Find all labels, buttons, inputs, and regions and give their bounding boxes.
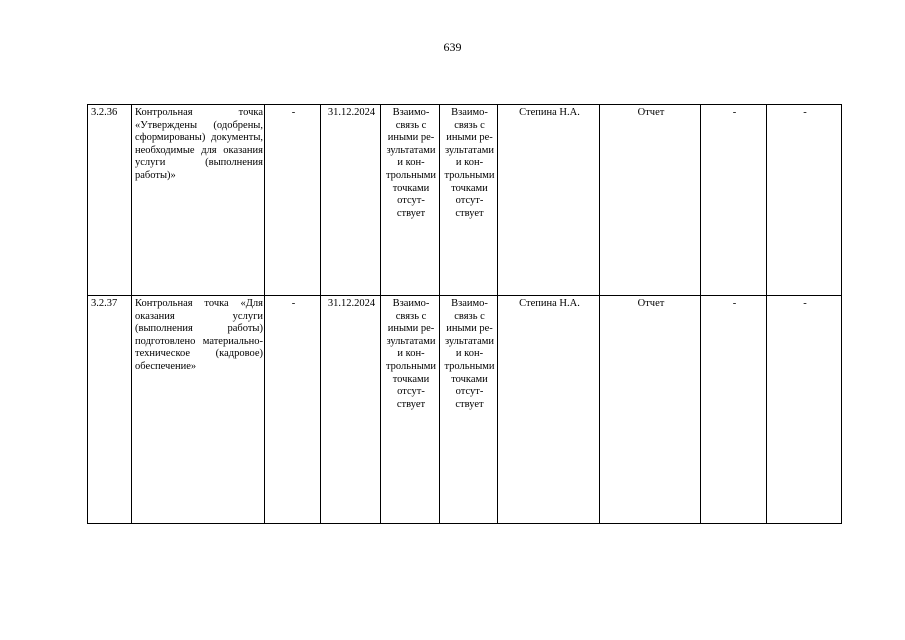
table-row (88, 296, 842, 524)
relation-previous-cell: Взаимо- связь с иными ре- зультатами и кон- трольными точками отсут- ствует (381, 296, 440, 524)
control-points-table (87, 104, 842, 524)
page-number: 639 (443, 40, 462, 54)
responsible-cell: Степина Н.А. (498, 296, 600, 524)
control-point-name: Контрольная точка «Для оказания услуги (выполнения работы) подготовлено материально-техническое (кадровое) обеспечение» (132, 296, 265, 524)
start-date-cell: - (265, 105, 321, 296)
end-date-cell: 31.12.2024 (321, 296, 381, 524)
notes-cell: - (767, 296, 842, 524)
relation-next-cell: Взаимо- связь с иными ре- зультатами и кон- трольными точками отсут- ствует (440, 105, 498, 296)
row-number: 3.2.36 (88, 105, 132, 296)
info-system-cell: - (701, 105, 767, 296)
responsible-cell: Степина Н.А. (498, 105, 600, 296)
document-type-cell: Отчет (600, 105, 701, 296)
info-system-cell: - (701, 296, 767, 524)
relation-previous-cell: Взаимо- связь с иными ре- зультатами и кон- трольными точками отсут- ствует (381, 105, 440, 296)
relation-next-cell: Взаимо- связь с иными ре- зультатами и кон- трольными точками отсут- ствует (440, 296, 498, 524)
end-date-cell: 31.12.2024 (321, 105, 381, 296)
notes-cell: - (767, 105, 842, 296)
table-row (88, 105, 842, 296)
row-number: 3.2.37 (88, 296, 132, 524)
control-point-name: Контрольная точка «Утверждены (одобрены, сформированы) документы, необходимые для оказания услуги (выполнения работы)» (132, 105, 265, 296)
start-date-cell: - (265, 296, 321, 524)
document-type-cell: Отчет (600, 296, 701, 524)
